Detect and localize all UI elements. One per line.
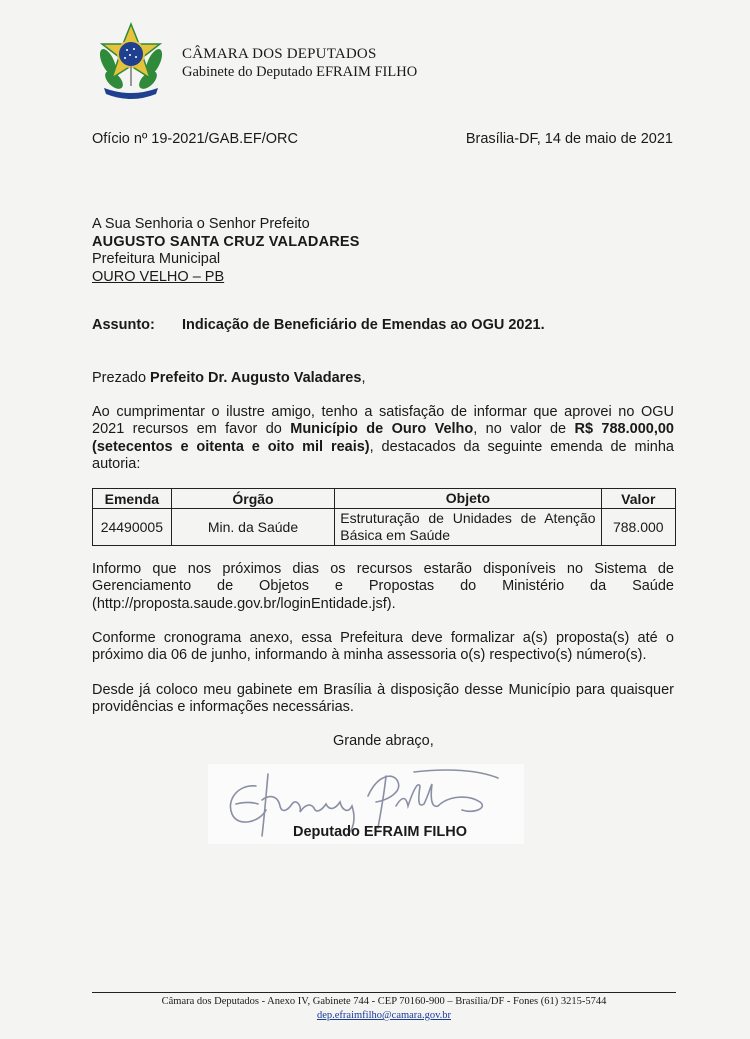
footer-email	[92, 1010, 676, 1021]
table-cell-orgao: Min. da Saúde	[171, 509, 335, 546]
greeting-prefix: Prezado	[92, 370, 151, 386]
table-row	[93, 509, 676, 546]
letter-date: Brasília-DF, 14 de maio de 2021	[465, 131, 673, 147]
greeting	[92, 370, 365, 386]
letter-reference: Ofício nº 19-2021/GAB.EF/ORC	[92, 131, 298, 147]
recipient-city: OURO VELHO – PB	[92, 268, 225, 285]
footer-email-link[interactable]: dep.efraimfilho@camara.gov.br	[316, 1010, 452, 1021]
recipient-organization: Prefeitura Municipal	[92, 251, 221, 267]
p1-amount: R$ 788.000,00 (setecentos e oitenta e oito mil reais)	[92, 421, 674, 455]
greeting-suffix: ,	[361, 370, 366, 386]
subject-text: Indicação de Beneficiário de Emendas ao OGU 2021.	[182, 317, 545, 333]
table-header-emenda: Emenda	[93, 489, 172, 509]
paragraph-availability: Informo que nos próximos dias os recursos estarão disponíveis no Sistema de Gerenciamento de Objetos e Propostas do Ministério da Saúde (http://proposta.saude.gov.br/loginEntidade.jsf).	[92, 561, 674, 612]
table-header-valor: Valor	[601, 489, 675, 509]
closing-farewell: Grande abraço,	[333, 733, 434, 749]
office-name: Gabinete do Deputado EFRAIM FILHO	[182, 64, 418, 80]
footer-address: Câmara dos Deputados - Anexo IV, Gabinete 744 - CEP 70160-900 – Brasília/DF - Fones (61) 3215-5744	[161, 996, 607, 1007]
table-header-objeto: Objeto	[335, 489, 601, 509]
signer-name: Deputado EFRAIM FILHO	[293, 824, 467, 840]
recipient-salutation: A Sua Senhoria o Senhor Prefeito	[92, 216, 310, 232]
table-header-orgao: Órgão	[171, 489, 335, 509]
p1-part-e: , destacados da seguinte emenda de minha autoria:	[92, 438, 674, 472]
p1-part-a: Ao cumprimentar o ilustre amigo, tenho a satisfação de informar que aprovei no OGU 2021 recursos em favor do	[92, 404, 674, 438]
table-cell-valor: 788.000	[601, 509, 675, 546]
paragraph-offer: Desde já coloco meu gabinete em Brasília à disposição desse Município para quaisquer providências e informações necessárias.	[92, 682, 674, 716]
table-header-row	[93, 489, 676, 509]
p1-municipality: Município de Ouro Velho	[290, 421, 474, 438]
paragraph-schedule: Conforme cronograma anexo, essa Prefeitura deve formalizar a(s) proposta(s) até o próximo dia 06 de junho, informando à minha assessoria o(s) respectivo(s) número(s).	[92, 630, 674, 664]
recipient-name: AUGUSTO SANTA CRUZ VALADARES	[92, 233, 360, 250]
greeting-name: Prefeito Dr. Augusto Valadares	[150, 370, 362, 386]
institution-name: CÂMARA DOS DEPUTADOS	[182, 46, 377, 62]
coat-of-arms-icon	[94, 22, 168, 102]
amendment-table	[92, 488, 676, 546]
p1-part-c: , no valor de	[473, 421, 575, 438]
footer-divider	[92, 992, 676, 993]
table-cell-emenda: 24490005	[93, 509, 172, 546]
paragraph-intro	[92, 404, 674, 473]
subject-label: Assunto:	[92, 317, 155, 333]
recipient-block	[92, 216, 360, 286]
table-cell-objeto: Estruturação de Unidades de Atenção Básica em Saúde	[335, 509, 601, 546]
